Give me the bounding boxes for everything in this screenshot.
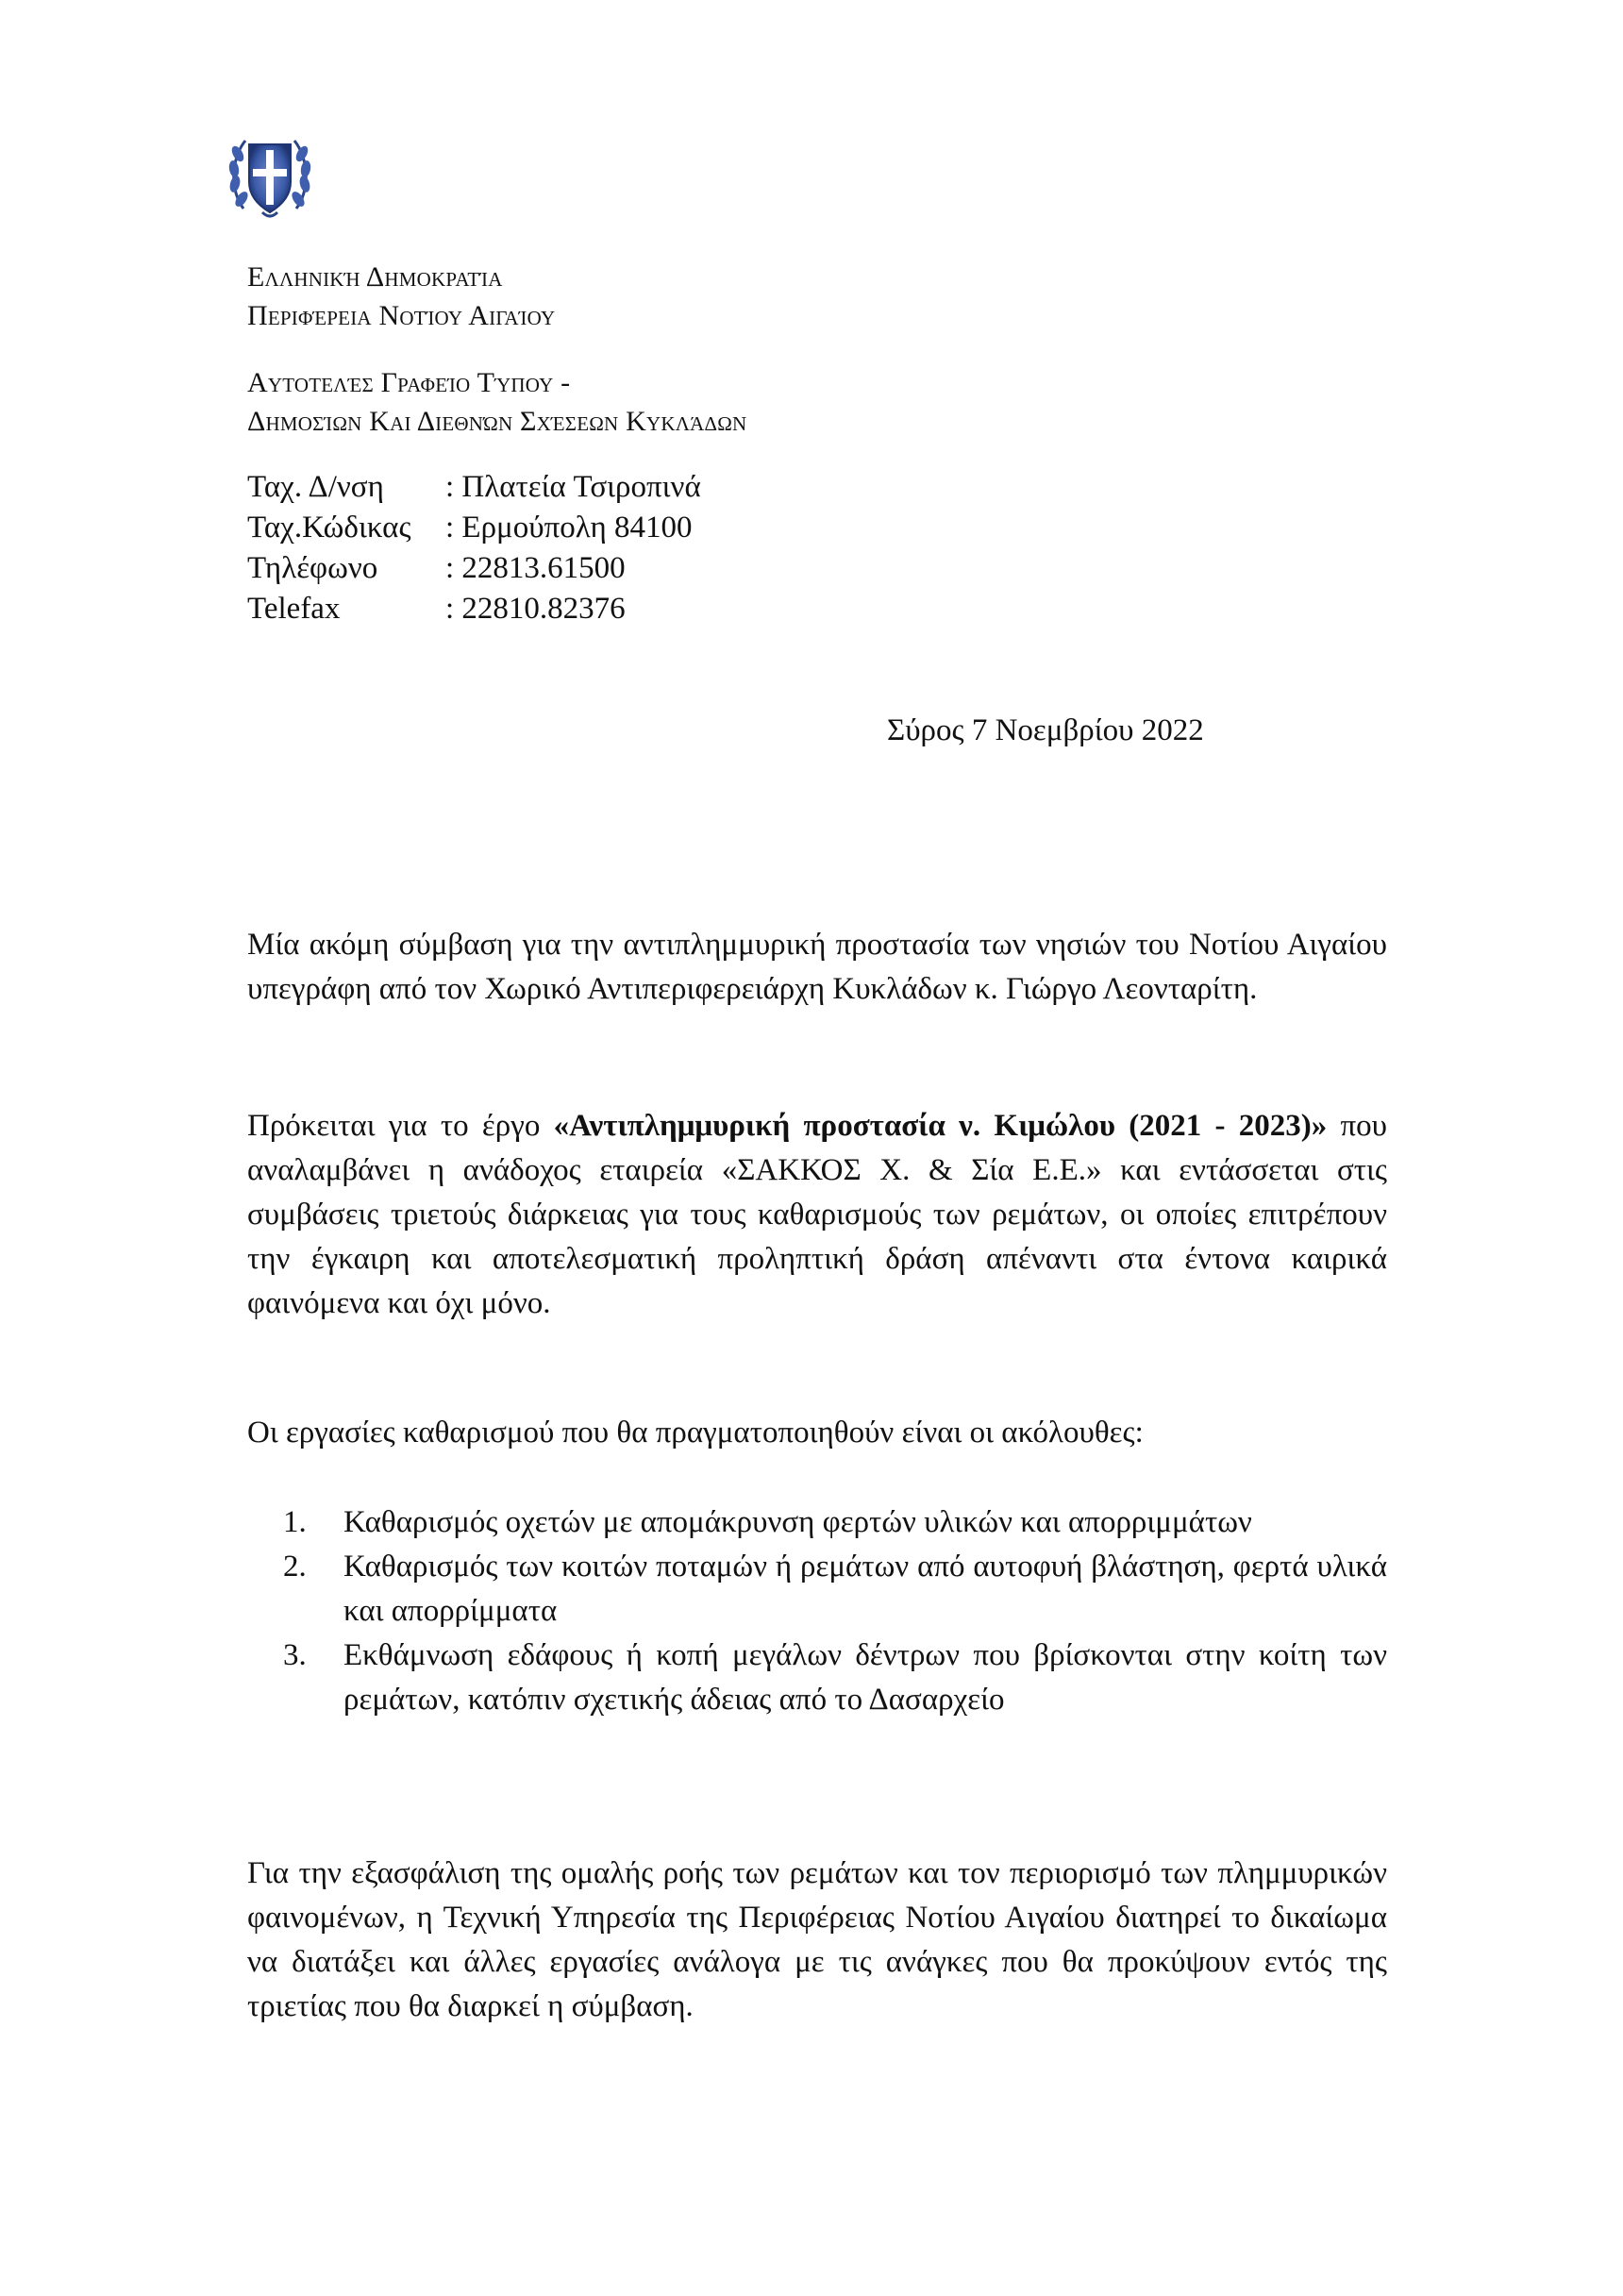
contact-label: Τηλέφωνο bbox=[247, 551, 378, 585]
paragraph-project-intro: Πρόκειται για το έργο bbox=[247, 1109, 554, 1143]
contact-label: Ταχ.Κώδικας bbox=[247, 511, 411, 545]
contact-row-phone bbox=[247, 548, 701, 589]
header-country: Ελληνική Δημοκρατία bbox=[247, 261, 503, 293]
paragraph-conclusion: Για την εξασφάλιση της ομαλής ροής των ρεμάτων και τον περιορισμό των πλημμυρικών φαινομένων, η Τεχνική Υπηρεσία της Περιφέρειας Νοτίου Αιγαίου διατηρεί το δικαίωμα να διατάξει και άλλες εργασίες ανάλογα με τις ανάγκες που θα προκύψουν εντός της τριετίας που θα διαρκεί η σύμβαση. bbox=[247, 1856, 1387, 2023]
contact-details bbox=[247, 467, 701, 629]
contact-row-address bbox=[247, 467, 701, 508]
paragraph-works-intro: Οι εργασίες καθαρισμού που θα πραγματοποιηθούν είναι οι ακόλουθες: bbox=[247, 1416, 1144, 1450]
paragraph-project bbox=[247, 1104, 1387, 1326]
header-office: Αυτοτελές Γραφείο Τύπου - bbox=[247, 367, 571, 398]
list-item bbox=[283, 1634, 1387, 1722]
list-item-number: 3. bbox=[283, 1638, 307, 1672]
document-date: Σύρος 7 Νοεμβρίου 2022 bbox=[887, 713, 1204, 747]
contact-label: Ταχ. Δ/νση bbox=[247, 470, 384, 504]
header-department: Δημοσίων Και Διεθνών Σχέσεων Κυκλάδων bbox=[247, 406, 747, 437]
contact-row-fax bbox=[247, 589, 701, 629]
issuer-header bbox=[247, 258, 555, 335]
paragraph-project-rest: που αναλαμβάνει η ανάδοχος εταιρεία «ΣΑΚΚΟΣ Χ. & Σία Ε.Ε.» και εντάσσεται στις συμβάσεις τριετούς διάρκειας για τους καθαρισμούς των ρεμάτων, οι οποίες επιτρέπουν την έγκαιρη και αποτελεσματική προληπτική δράση απέναντι στα έντονα καιρικά φαινόμενα και όχι μόνο. bbox=[247, 1109, 1388, 1320]
list-item-number: 2. bbox=[283, 1550, 307, 1584]
contact-value: : Ερμούπολη 84100 bbox=[445, 511, 693, 545]
contact-row-postcode bbox=[247, 508, 701, 548]
contact-value: : Πλατεία Τσιροπινά bbox=[445, 470, 701, 504]
list-item-text: Εκθάμνωση εδάφους ή κοπή μεγάλων δέντρων που βρίσκονται στην κοίτη των ρεμάτων, κατόπιν σχετικής άδειας από το Δασαρχείο bbox=[343, 1638, 1387, 1717]
list-item bbox=[283, 1545, 1387, 1634]
header-region: Περιφέρεια Νοτίου Αιγαίου bbox=[247, 300, 556, 331]
list-item bbox=[283, 1500, 1387, 1545]
contact-value: : 22813.61500 bbox=[445, 551, 626, 585]
list-item-number: 1. bbox=[283, 1505, 307, 1539]
project-title: «Αντιπλημμυρική προστασία ν. Κιμώλου (2021 - 2023)» bbox=[553, 1109, 1328, 1143]
greek-republic-emblem-icon bbox=[225, 126, 315, 224]
list-item-text: Καθαρισμός των κοιτών ποταμών ή ρεμάτων από αυτοφυή βλάστηση, φερτά υλικά και απορρίμματα bbox=[343, 1550, 1387, 1628]
contact-label: Telefax bbox=[247, 592, 341, 626]
office-header bbox=[247, 363, 746, 441]
works-list bbox=[283, 1500, 1387, 1722]
paragraph-intro: Μία ακόμη σύμβαση για την αντιπλημμυρική προστασία των νησιών του Νοτίου Αιγαίου υπεγράφη από τον Χωρικό Αντιπεριφερειάρχη Κυκλάδων κ. Γιώργο Λεονταρίτη. bbox=[247, 928, 1387, 1006]
list-item-text: Καθαρισμός οχετών με απομάκρυνση φερτών υλικών και απορριμμάτων bbox=[343, 1505, 1252, 1539]
contact-value: : 22810.82376 bbox=[445, 592, 626, 626]
